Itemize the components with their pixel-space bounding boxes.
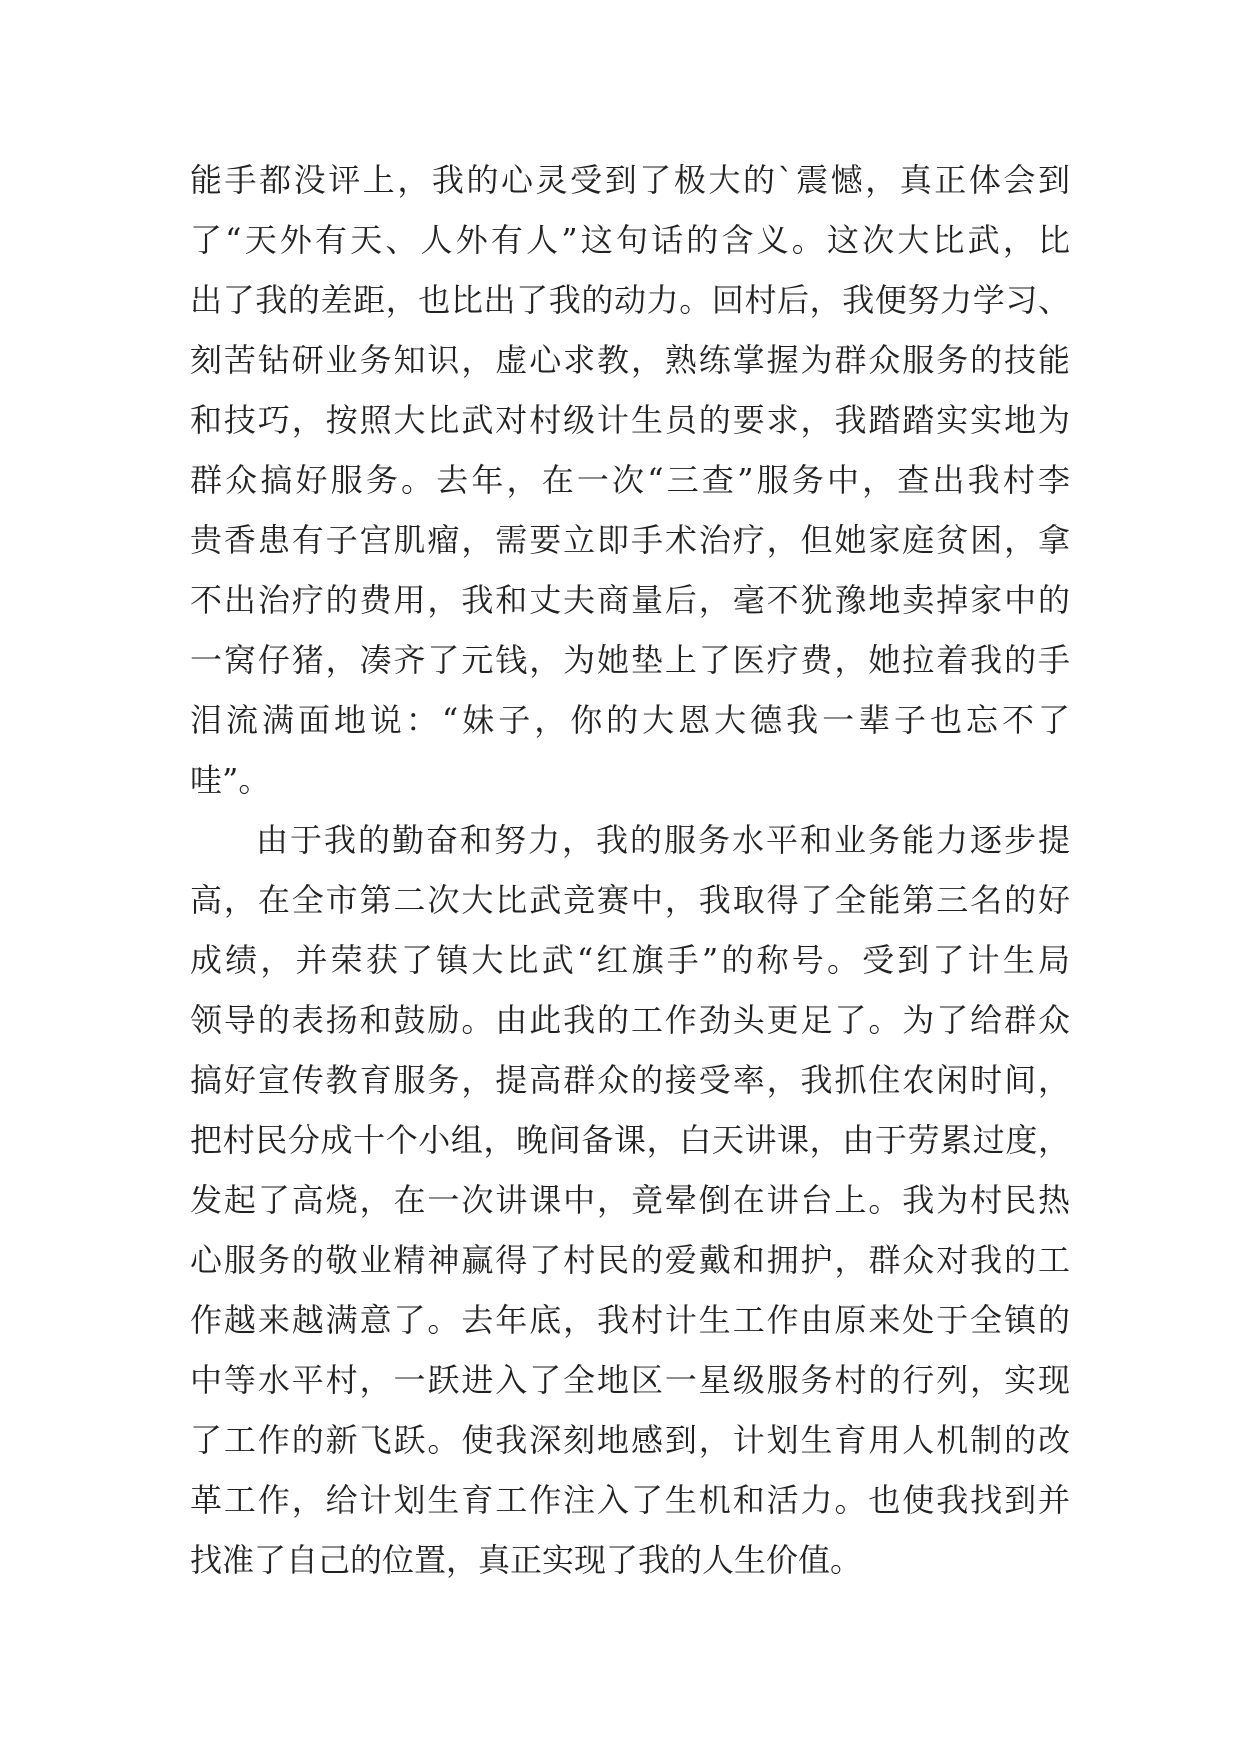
text-line: 群众搞好服务。去年，在一次“三查”服务中，查出我村李 (190, 461, 1070, 499)
text-line: 成绩，并荣获了镇大比武“红旗手”的称号。受到了计生局 (190, 941, 1070, 979)
text-line: 中等水平村，一跃进入了全地区一星级服务村的行列，实现 (190, 1361, 1070, 1399)
text-line: 出了我的差距，也比出了我的动力。回村后，我便努力学习、 (190, 281, 1070, 319)
text-line: 和技巧，按照大比武对村级计生员的要求，我踏踏实实地为 (190, 401, 1070, 439)
text-line: 一窝仔猪，凑齐了元钱，为她垫上了医疗费，她拉着我的手 (190, 641, 1070, 679)
paragraph-end-line: 哇”。 (190, 761, 271, 799)
text-line: 了工作的新飞跃。使我深刻地感到，计划生育用人机制的改 (190, 1421, 1070, 1459)
text-line: 发起了高烧，在一次讲课中，竟晕倒在讲台上。我为村民热 (190, 1181, 1070, 1219)
text-line: 贵香患有子宫肌瘤，需要立即手术治疗，但她家庭贫困，拿 (190, 521, 1070, 559)
body-text (190, 150, 1070, 1590)
text-line: 了“天外有天、人外有人”这句话的含义。这次大比武，比 (190, 221, 1070, 259)
text-line: 刻苦钻研业务知识，虚心求教，熟练掌握为群众服务的技能 (190, 341, 1070, 379)
text-line: 领导的表扬和鼓励。由此我的工作劲头更足了。为了给群众 (190, 1001, 1070, 1039)
text-line: 心服务的敬业精神赢得了村民的爱戴和拥护，群众对我的工 (190, 1241, 1070, 1279)
text-line: 作越来越满意了。去年底，我村计生工作由原来处于全镇的 (190, 1301, 1070, 1339)
text-line: 把村民分成十个小组，晚间备课，白天讲课，由于劳累过度， (190, 1121, 1070, 1159)
text-line: 高，在全市第二次大比武竞赛中，我取得了全能第三名的好 (190, 881, 1070, 919)
paragraph-first-line: 由于我的勤奋和努力，我的服务水平和业务能力逐步提 (256, 821, 1070, 859)
paragraph-end-line: 找准了自己的位置，真正实现了我的人生价值。 (190, 1541, 863, 1579)
text-line: 不出治疗的费用，我和丈夫商量后，毫不犹豫地卖掉家中的 (190, 581, 1070, 619)
text-line: 泪流满面地说：“妹子，你的大恩大德我一辈子也忘不了 (190, 701, 1070, 739)
text-line: 搞好宣传教育服务，提高群众的接受率，我抓住农闲时间， (190, 1061, 1070, 1099)
text-line: 革工作，给计划生育工作注入了生机和活力。也使我找到并 (190, 1481, 1070, 1519)
text-line: 能手都没评上，我的心灵受到了极大的`震憾，真正体会到 (190, 161, 1070, 199)
